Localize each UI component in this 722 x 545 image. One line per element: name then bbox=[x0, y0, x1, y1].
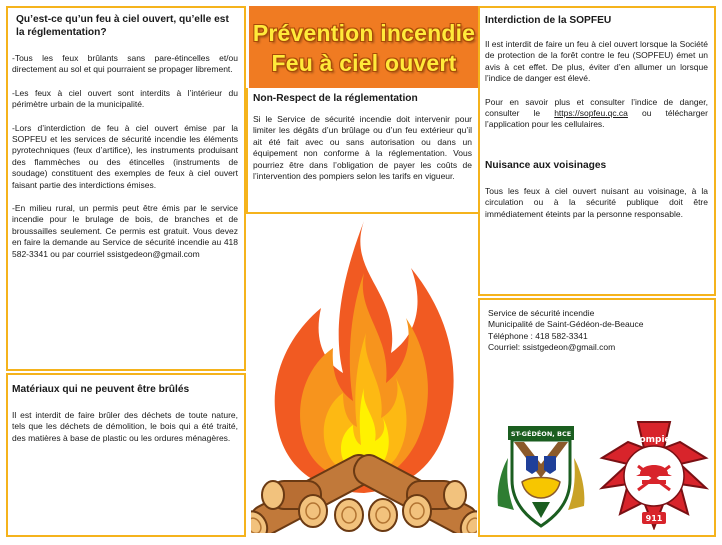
non-respect-text: Si le Service de sécurité incendie doit intervenir pour limiter les dégâts d’un brûlage ou d’un feu extérieur qu’il ait été fait avec ou sans autorisation ou dans un équipement non conforme à la réglementation. Vous pourriez être dans l’obligation de payer les coûts de l’intervention des pompiers selon les tarifs en vigueur. bbox=[253, 114, 472, 182]
contact-municipality: Municipalité de Saint-Gédéon-de-Beauce bbox=[488, 319, 644, 330]
non-respect-heading: Non-Respect de la réglementation bbox=[253, 93, 418, 104]
sopfeu-more-after: ou télécharger l’application pour les cellulaires. bbox=[485, 108, 708, 130]
question-heading: Qu’est-ce qu’un feu à ciel ouvert, qu’elle est la réglementation? bbox=[16, 14, 229, 38]
flame-icon bbox=[275, 221, 454, 493]
title-line-2: Feu à ciel ouvert bbox=[271, 49, 457, 76]
nuisance-text: Tous les feux à ciel ouvert nuisant au voisinage, à la circulation ou à la sécurité publique doit être immédiatement éteints par la personne responsable. bbox=[485, 185, 708, 219]
sopfeu-section bbox=[478, 6, 716, 296]
contact-phone: Téléphone : 418 582-3341 bbox=[488, 330, 588, 341]
question-section bbox=[6, 6, 246, 371]
materials-heading: Matériaux qui ne peuvent être brûlés bbox=[12, 384, 190, 395]
contact-email: Courriel: ssistgedeon@gmail.com bbox=[488, 342, 616, 353]
non-respect-section bbox=[246, 88, 480, 214]
materials-section bbox=[6, 373, 246, 537]
st-gedeon-coat-of-arms bbox=[492, 418, 590, 530]
st-gedeon-logo-text: ST-GÉDÉON, BCE bbox=[510, 430, 572, 438]
question-paragraph-1: -Tous les feux brûlants sans pare-étincelles et/ou directement au sol et qui pourraient se propager librement. bbox=[12, 53, 238, 75]
pompier-number-text: 911 bbox=[645, 514, 663, 523]
question-paragraph-3: -Lors d’interdiction de feu à ciel ouvert émise par la SOPFEU et les services de sécurité incendie les éléments pyrotechniques (feux d’artifice), les instruments produisant des flammèches ou des étincelles (instruments de soudage) constituent des exemples de feux à ciel ouvert faisant partie des interdictions émises. bbox=[12, 122, 238, 190]
pompier-logo-text: Pompier bbox=[632, 435, 676, 445]
sopfeu-text: Il est interdit de faire un feu à ciel ouvert lorsque la Société de protection de la forêt contre le feu (SOPFEU) émet un avis à cet effet. De plus, éviter d’en allumer un lorsque l’indice de danger est élevé. bbox=[485, 39, 708, 84]
sopfeu-more-before: Pour en savoir plus et consulter l’indice de danger, consulter le bbox=[485, 96, 708, 119]
title-banner bbox=[249, 6, 479, 89]
sopfeu-more-info bbox=[485, 97, 708, 131]
pompier-maltese-cross bbox=[598, 418, 710, 530]
nuisance-heading: Nuisance aux voisinages bbox=[485, 159, 607, 171]
title-line-1: Prévention incendie bbox=[252, 19, 476, 46]
contact-service: Service de sécurité incendie bbox=[488, 308, 595, 318]
question-paragraph-2: -Les feux à ciel ouvert sont interdits à l’intérieur du périmètre urbain de la municipalité. bbox=[12, 87, 238, 110]
sopfeu-link[interactable]: https://sopfeu.qc.ca bbox=[554, 108, 628, 119]
question-paragraph-4: -En milieu rural, un permis peut être émis par le service incendie pour le brulage de bois, de branches et de broussailles seulement. Ce permis est gratuit. Vous devez en faire la demande au Service de sécurité incendie au 418 582-3341 ou par courriel ssistgedeon@gmail.com bbox=[12, 203, 238, 259]
sopfeu-heading: Interdiction de la SOPFEU bbox=[485, 15, 612, 26]
materials-text: Il est interdit de faire brûler des déchets de toute nature, tels que les déchets de démolition, le bois qui a été traité, des matières à base de plastic ou les ordures ménagères. bbox=[12, 410, 238, 443]
campfire-illustration bbox=[251, 213, 477, 533]
